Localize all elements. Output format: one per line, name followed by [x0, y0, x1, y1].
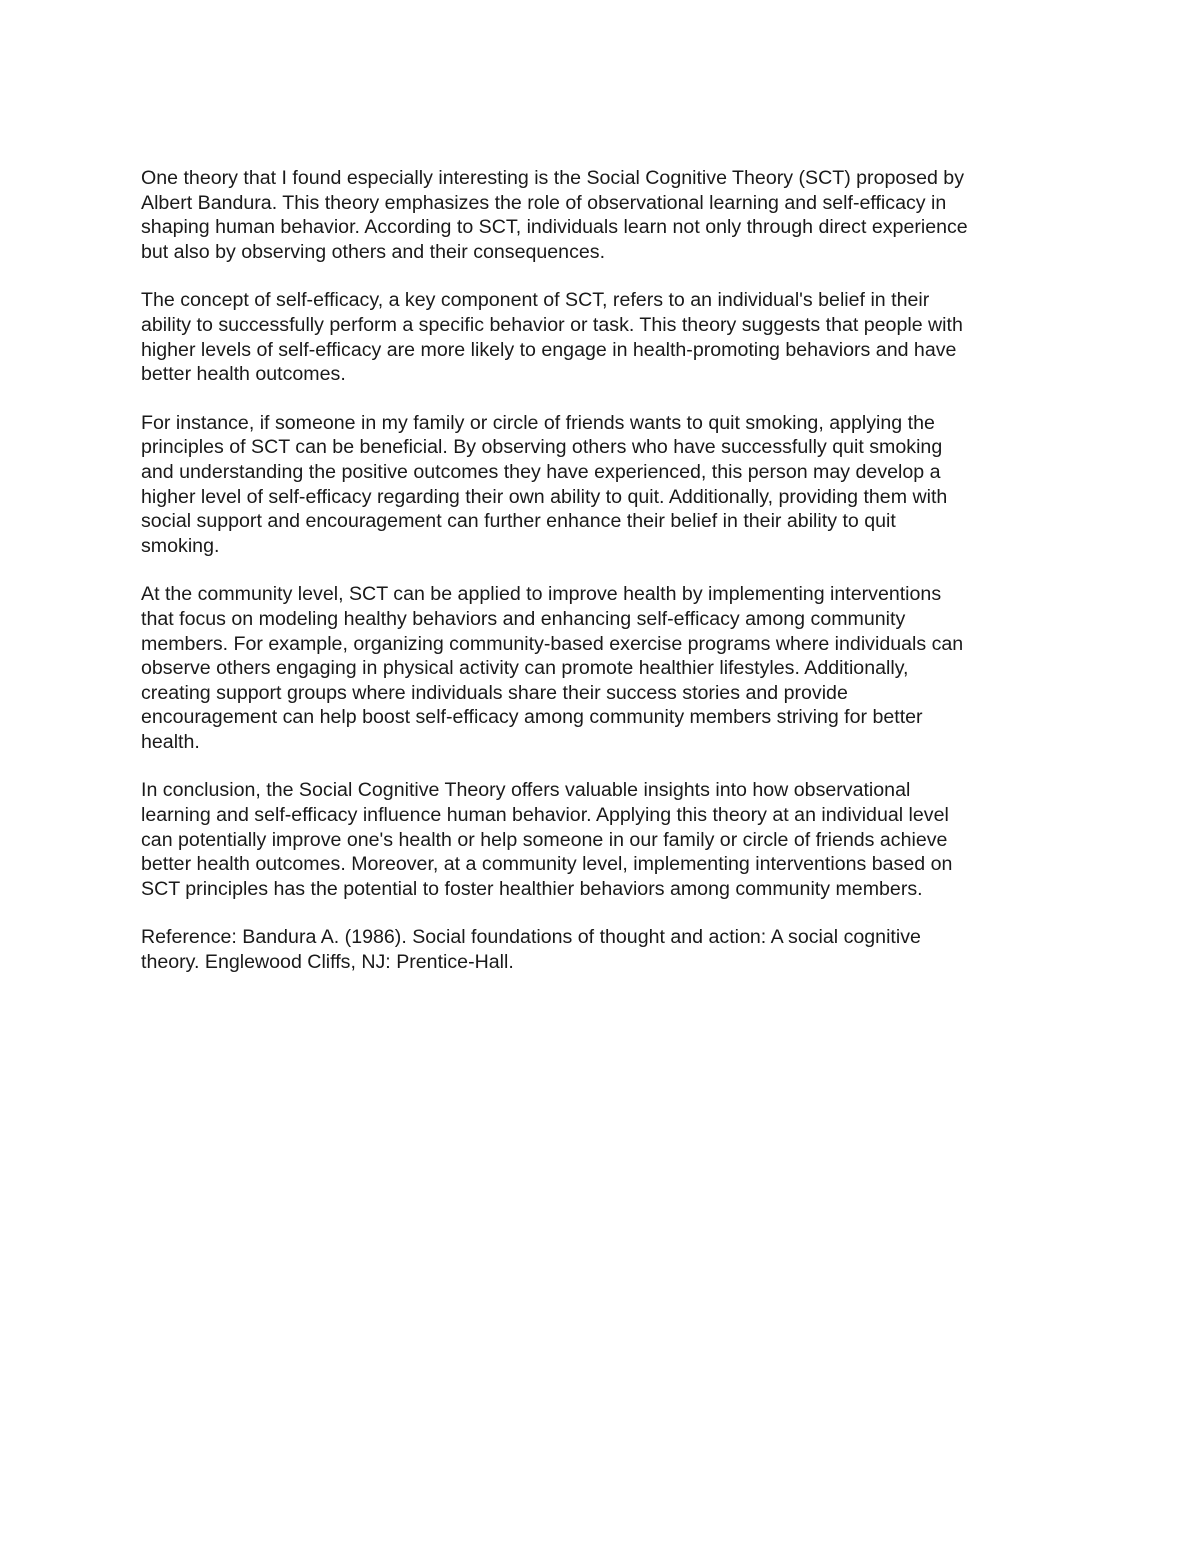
text-line: One theory that I found especially interesting is the Social Cognitive Theory (SCT) proposed by: [141, 167, 965, 189]
text-line: observe others engaging in physical activity can promote healthier lifestyles. Additionally,: [141, 657, 909, 680]
text-line: members. For example, organizing community-based exercise programs where individuals can: [141, 632, 964, 655]
paragraph-example: [141, 411, 1071, 559]
text-line: ability to successfully perform a specific behavior or task. This theory suggests that people with: [141, 313, 963, 336]
text-line: principles of SCT can be beneficial. By observing others who have successfully quit smoking: [141, 436, 943, 459]
paragraph-community: [141, 582, 1071, 754]
text-line: theory. Englewood Cliffs, NJ: Prentice-Hall.: [141, 951, 514, 974]
text-line: encouragement can help boost self-efficacy among community members striving for better: [141, 706, 923, 729]
document-body: [141, 166, 1071, 999]
text-line: At the community level, SCT can be applied to improve health by implementing interventions: [141, 583, 942, 606]
text-line: but also by observing others and their consequences.: [141, 240, 606, 263]
text-line: Reference: Bandura A. (1986). Social foundations of thought and action: A social cognitive: [141, 926, 921, 949]
text-line: shaping human behavior. According to SCT, individuals learn not only through direct experience: [141, 216, 968, 239]
text-line: and understanding the positive outcomes they have experienced, this person may develop a: [141, 460, 941, 483]
text-line: The concept of self-efficacy, a key component of SCT, refers to an individual's belief in their: [141, 289, 930, 312]
text-line: higher levels of self-efficacy are more likely to engage in health-promoting behaviors and have: [141, 338, 957, 361]
text-line: can potentially improve one's health or help someone in our family or circle of friends achieve: [141, 828, 948, 851]
text-line: smoking.: [141, 534, 220, 557]
paragraph-reference: [141, 925, 1071, 974]
text-line: higher level of self-efficacy regarding their own ability to quit. Additionally, providing them with: [141, 485, 948, 508]
paragraph-intro: [141, 166, 1071, 264]
text-line: For instance, if someone in my family or circle of friends wants to quit smoking, applying the: [141, 411, 935, 434]
text-line: Albert Bandura. This theory emphasizes the role of observational learning and self-efficacy in: [141, 191, 947, 214]
text-line: SCT principles has the potential to foster healthier behaviors among community members.: [141, 877, 923, 900]
text-line: learning and self-efficacy influence human behavior. Applying this theory at an individual level: [141, 804, 949, 827]
text-line: health.: [141, 730, 200, 753]
text-line: In conclusion, the Social Cognitive Theory offers valuable insights into how observational: [141, 779, 911, 802]
text-line: better health outcomes. Moreover, at a community level, implementing interventions based on: [141, 853, 953, 876]
text-line: that focus on modeling healthy behaviors and enhancing self-efficacy among community: [141, 607, 906, 630]
text-line: social support and encouragement can further enhance their belief in their ability to quit: [141, 510, 896, 533]
text-line: creating support groups where individuals share their success stories and provide: [141, 681, 848, 704]
text-line: better health outcomes.: [141, 363, 346, 386]
paragraph-self-efficacy: [141, 288, 1071, 386]
paragraph-conclusion: [141, 778, 1071, 901]
